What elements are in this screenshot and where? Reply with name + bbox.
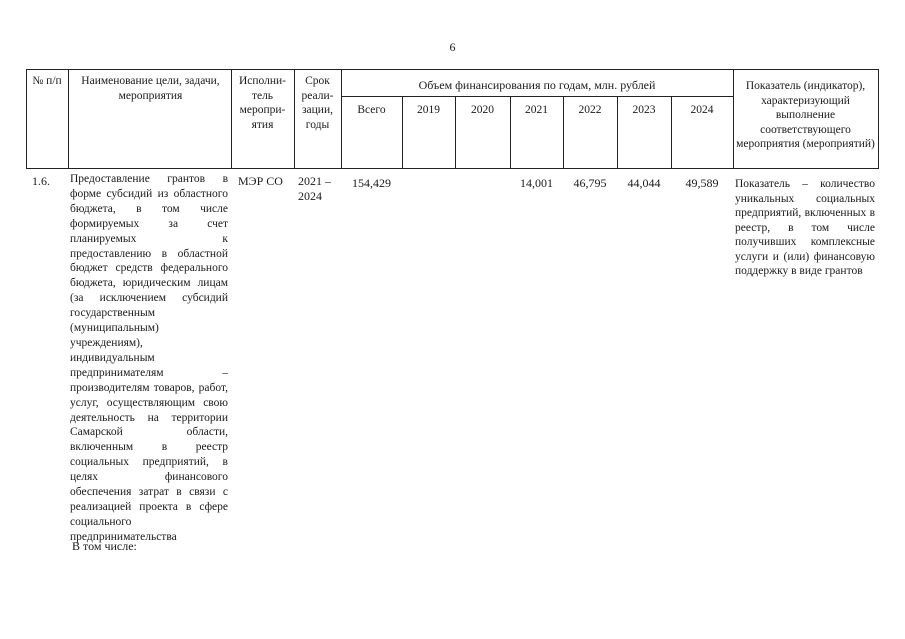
row-2021: 14,001 <box>520 176 553 190</box>
row-2023: 44,044 <box>627 176 661 190</box>
header-name: Наименование цели, задачи, мероприятия <box>81 75 220 102</box>
col-border-7 <box>510 96 511 169</box>
header-year-2023: 2023 <box>632 104 656 116</box>
header-num: № п/п <box>32 75 62 87</box>
col-border-2 <box>231 69 232 169</box>
header-year-2024: 2024 <box>690 104 714 116</box>
header-indicator: Показатель (индикатор), характеризующий выполнение соответствующего мероприятия (мероприятий) <box>736 80 875 150</box>
col-border-12 <box>878 69 879 169</box>
header-year-2022: 2022 <box>578 104 602 116</box>
row-indicator: Показатель – количество уникальных социальных предприятий, включенных в реестр, в том числе получивших комплексные услуги и (или) финансовую поддержку в виде грантов <box>735 178 875 277</box>
col-border-8 <box>563 96 564 169</box>
col-border-11 <box>733 69 734 169</box>
col-border-3 <box>294 69 295 169</box>
col-border-6 <box>455 96 456 169</box>
col-border-5 <box>402 96 403 169</box>
col-border-0 <box>26 69 27 169</box>
financing-subheader-border <box>341 96 733 97</box>
header-total: Всего <box>357 104 386 116</box>
header-financing: Объем финансирования по годам, млн. рублей <box>418 78 656 92</box>
header-year-2020: 2020 <box>471 104 494 116</box>
in-total-label: В том числе: <box>72 539 137 553</box>
row-period: 2021 – 2024 <box>298 174 331 203</box>
table-top-border <box>26 69 879 70</box>
col-border-1 <box>68 69 69 169</box>
row-2022: 46,795 <box>573 176 607 190</box>
row-2024: 49,589 <box>685 176 719 190</box>
col-border-9 <box>617 96 618 169</box>
header-year-2021: 2021 <box>525 104 548 116</box>
page-number: 6 <box>449 40 456 54</box>
row-description: Предоставление грантов в форме субсидий из областного бюджета, в том числе формируемых за счет планируемых к предоставлению в областной бюджет средств федерального бюджета, юридическим лицам (за исключением субсидий государственным (муниципальным) учреждениям), индивидуальным предпринимателям – производителям товаров, работ, услуг, осуществляющим свою деятельность на территории Самарской области, включенным в реестр социальных предприятий, в целях финансового обеспечения затрат в связи с реализацией проекта в сфере социального предпринимательства <box>70 173 228 543</box>
header-executor: Исполни-тель меропри-ятия <box>238 75 287 131</box>
row-total: 154,429 <box>352 176 391 190</box>
header-year-2019: 2019 <box>417 104 440 116</box>
header-bottom-border <box>26 168 879 169</box>
col-border-10 <box>671 96 672 169</box>
row-executor: МЭР СО <box>238 174 283 188</box>
row-num: 1.6. <box>32 174 50 188</box>
col-border-4 <box>341 69 342 169</box>
header-period: Срок реали-зации, годы <box>301 75 334 131</box>
